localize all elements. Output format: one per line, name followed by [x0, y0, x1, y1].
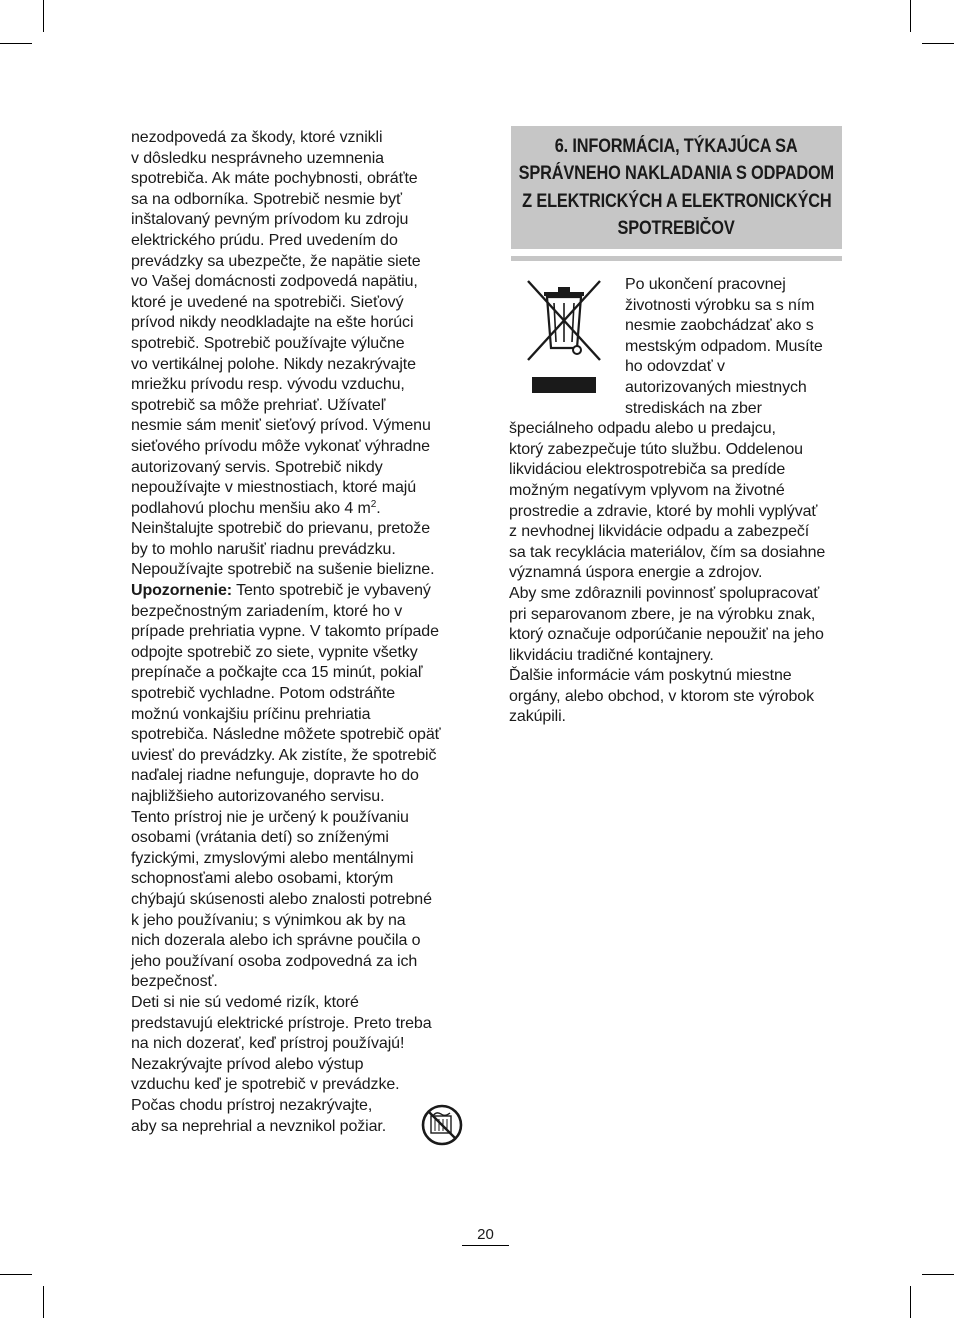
text-line: by to mohlo narušiť riadnu prevádzku. [131, 540, 396, 558]
superscript: 2 [370, 498, 377, 510]
text-line: likvidáciou elektrospotrebiča sa predíde [509, 461, 786, 479]
text-line: zakúpili. [509, 708, 566, 726]
text-line: k jeho používaniu; s výnimkou ak by na [131, 911, 406, 929]
text-line: elektrického prúdu. Pred uvedením do [131, 231, 398, 249]
text-line: sieťového prívodu môže vykonať výhradne [131, 437, 430, 455]
page-number: 20 [462, 1226, 509, 1246]
text-line: ktoré je uvedené na spotrebiči. Sieťový [131, 293, 404, 311]
crop-mark [910, 0, 911, 32]
warning-line [131, 581, 471, 602]
text-line: pri separovanom zbere, je na výrobku znak, [509, 605, 816, 623]
text-line: odpojte spotrebič zo siete, vypnite všetky [131, 643, 418, 661]
text-line: spotrebiča. Ak máte pochybnosti, obráťte [131, 170, 418, 188]
left-column-text [131, 128, 471, 1137]
text-line: životnosti výrobku sa s ním [625, 296, 815, 314]
text-line: spotrebič vychladne. Potom odstráňte [131, 685, 396, 703]
text-line: Nezakrývajte prívod alebo výstup [131, 1055, 364, 1073]
divider [511, 256, 842, 261]
warning-text: Tento spotrebič je vybavený [232, 582, 431, 600]
text-line: naďalej riadne nefunguje, dopravte ho do [131, 767, 419, 785]
text-line: prípade prehriatia vypne. V takomto prípade [131, 623, 439, 641]
text-line: Deti si nie sú vedomé rizík, ktoré [131, 993, 359, 1011]
text-line: autorizovaný servis. Spotrebič nikdy [131, 458, 383, 476]
text-line: aby sa neprehrial a nevznikol požiar. [131, 1117, 387, 1135]
text-line: jeho používaní osoba zodpovedná za ich [131, 952, 418, 970]
text-line: spotrebiča. Následne môžete spotrebič opäť [131, 726, 441, 744]
text-line: uviesť do prevádzky. Ak zistíte, že spotrebič [131, 746, 437, 764]
area-line-end: . [376, 499, 381, 517]
text-line: nezodpovedá za škody, ktoré vznikli [131, 129, 383, 146]
section-heading-line: SPOTREBIČOV [617, 218, 736, 239]
text-line: prepínače a počkajte cca 15 minút, pokiaľ [131, 664, 423, 682]
text-line: najbližšieho autorizovaného servisu. [131, 788, 385, 805]
text-line: fyzickými, zmyslovými alebo mentálnymi [131, 849, 414, 867]
text-line: nesmie sám meniť sieťový prívod. Výmenu [131, 417, 431, 435]
text-line: ktorý označuje odporúčanie nepoužiť na jeho [509, 626, 824, 644]
crop-mark [43, 1286, 44, 1318]
text-line: sa na odborníka. Spotrebič nesmie byť [131, 190, 402, 208]
text-line: likvidáciu tradičné kontajnery. [509, 646, 714, 664]
text-line: nepoužívajte v miestnostiach, ktoré majú [131, 479, 417, 497]
text-line: autorizovaných miestnych [625, 378, 807, 396]
crop-mark [922, 1274, 954, 1275]
text-line: z nevhodnej likvidácie odpadu a zabezpečí [509, 523, 810, 541]
crop-mark [910, 1286, 911, 1318]
right-column-text [509, 275, 849, 728]
text-line: orgány, alebo obchod, v ktorom ste výrobok [509, 687, 815, 705]
text-line: možným negatívym vplyvom na životné [509, 481, 785, 499]
crop-mark [0, 43, 32, 44]
text-line: špeciálneho odpadu alebo u predajcu, [509, 420, 776, 438]
section-heading-line: SPRÁVNEHO NAKLADANIA S ODPADOM [518, 163, 835, 184]
section-heading [511, 126, 842, 249]
text-line: predstavujú elektrické prístroje. Preto treba [131, 1014, 432, 1032]
text-line: bezpečnosť. [131, 973, 218, 991]
text-line: na nich dozerať, keď prístroj používajú! [131, 1035, 405, 1053]
text-line: Počas chodu prístroj nezakrývajte, [131, 1096, 373, 1114]
text-line: sa tak recyklácia materiálov, čím sa dosiahne [509, 543, 826, 561]
text-line: prostredie a zdravie, ktoré by mohli vyplývať [509, 502, 818, 520]
text-line: Po ukončení pracovnej [625, 276, 786, 293]
text-line: vzduchu keď je spotrebič v prevádzke. [131, 1076, 400, 1094]
text-line: inštalovaný pevným prívodom ku zdroju [131, 211, 409, 229]
text-line: vo Vašej domácnosti zodpovedá napätiu, [131, 273, 418, 291]
text-line: bezpečnostným zariadením, ktoré ho v [131, 602, 403, 620]
text-line: Neinštalujte spotrebič do prievanu, pretože [131, 520, 430, 538]
text-line: Aby sme zdôraznili povinnosť spolupracovať [509, 584, 820, 602]
text-line: osobami (vrátania detí) so zníženými [131, 829, 389, 847]
text-line: nich dozerala alebo ich správne poučila o [131, 932, 421, 950]
crop-mark [922, 43, 954, 44]
section-heading-line: Z ELEKTRICKÝCH A ELEKTRONICKÝCH [521, 190, 832, 212]
text-line: mriežku prívodu resp. vývodu vzduchu, [131, 376, 405, 394]
text-line: spotrebič. Spotrebič používajte výlučne [131, 334, 405, 352]
text-line: ktorý zabezpečuje túto službu. Oddelenou [509, 440, 803, 458]
area-line-text: podlahovú plochu menšiu ako 4 m [131, 499, 371, 517]
text-line: významná úspora energie a zdrojov. [509, 564, 763, 582]
section-heading-line: 6. INFORMÁCIA, TÝKAJÚCA SA [555, 135, 798, 157]
text-line: chýbajú skúsenosti alebo znalosti potrebné [131, 890, 432, 908]
area-line [131, 499, 471, 520]
text-line: ho odovzdať v [625, 358, 725, 376]
text-line: schopnosťami alebo osobami, ktorým [131, 870, 394, 888]
text-line: Tento prístroj nie je určený k používaniu [131, 808, 409, 826]
crop-mark [0, 1274, 32, 1275]
do-not-cover-icon [421, 1104, 463, 1146]
crop-mark [43, 0, 44, 32]
text-line: strediskách na zber [625, 399, 762, 417]
text-line: vo vertikálnej polohe. Nikdy nezakrývajte [131, 355, 416, 373]
text-line: prevádzky sa ubezpečte, že napätie siete [131, 252, 421, 270]
text-line: spotrebič sa môže prehriať. Užívateľ [131, 396, 386, 414]
text-line: možnú vonkajšiu príčinu prehriatia [131, 705, 371, 723]
text-line: prívod nikdy neodkladajte na ešte horúci [131, 314, 414, 332]
warning-label: Upozornenie: [131, 582, 233, 600]
text-line: mestským odpadom. Musíte [625, 337, 823, 355]
text-line: v dôsledku nesprávneho uzemnenia [131, 149, 384, 167]
text-line: nesmie zaobchádzať ako s [625, 317, 814, 335]
text-line: Ďalšie informácie vám poskytnú miestne [509, 667, 792, 685]
text-line: Nepoužívajte spotrebič na sušenie bielizne. [131, 561, 435, 579]
